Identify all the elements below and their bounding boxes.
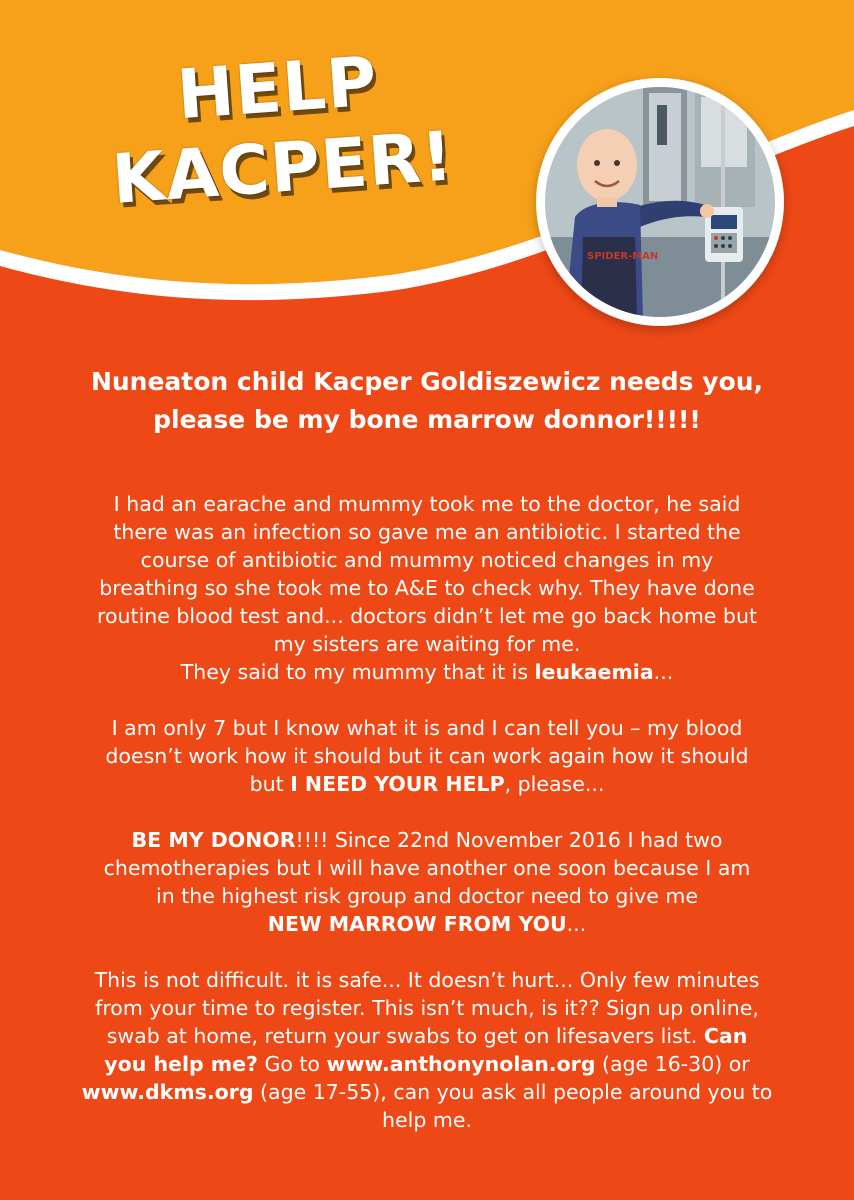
text-line: ... [566,912,587,936]
emphasis-be-my-donor: BE MY DONOR [131,828,296,852]
emphasis-new-marrow: NEW MARROW FROM YOU [267,912,567,936]
text-line: swab at home, return your swabs to get on lifesavers list. [106,1024,704,1048]
link-dkms[interactable]: www.dkms.org [81,1080,254,1104]
title-line-kacper: KACPER! [109,117,457,220]
text-line: (age 16-30) or [595,1052,750,1076]
text-line: Go to [257,1052,327,1076]
text-line: I had an earache and mummy took me to the doctor, he said [113,492,741,516]
text-line: course of antibiotic and mummy noticed changes in my [140,548,714,572]
text-line: doesn’t work how it should but it can work again how it should [105,744,749,768]
subheadline-line-1: Nuneaton child Kacper Goldiszewicz needs you, [90,367,764,396]
text-line: I am only 7 but I know what it is and I can tell you – my blood [111,716,743,740]
text-line: !!!! Since 22nd November 2016 I had two [295,828,723,852]
title-line-help: HELP [174,42,381,136]
text-line: ... [653,660,674,684]
subheadline [20,363,834,439]
text-line: there was an infection so gave me an antibiotic. I started the [113,520,741,544]
photo-frame [536,78,784,326]
paragraph-need-help [30,714,824,798]
text-line: but [249,772,291,796]
link-anthonynolan[interactable]: www.anthonynolan.org [326,1052,596,1076]
text-line: They said to my mummy that it is [180,660,535,684]
text-line: routine blood test and... doctors didn’t let me go back home but [97,604,757,628]
story-text [30,490,824,1134]
emphasis-leukaemia: leukaemia [534,660,654,684]
paragraph-diagnosis [30,490,824,686]
emphasis-you-help-me: you help me? [104,1052,258,1076]
text-line: from your time to register. This isn’t much, is it?? Sign up online, [95,996,759,1020]
text-line: in the highest risk group and doctor need to give me [156,884,698,908]
text-line: my sisters are waiting for me. [273,632,581,656]
subheadline-line-2: please be my bone marrow donnor!!!!! [153,405,701,434]
text-line: help me. [382,1108,472,1132]
paragraph-how-to-register [30,966,824,1134]
shirt-print: SPIDER-MAN [587,251,659,262]
paragraph-be-my-donor [30,826,824,938]
text-line: (age 17-55), can you ask all people around you to [253,1080,773,1104]
text-line: This is not difficult. it is safe... It doesn’t hurt... Only few minutes [94,968,760,992]
text-line: , please... [504,772,605,796]
page-title [95,37,465,222]
text-line: chemotherapies but I will have another one soon because I am [103,856,751,880]
text-line: breathing so she took me to A&E to check why. They have done [99,576,755,600]
child-photo [545,87,775,317]
emphasis-need-help: I NEED YOUR HELP [290,772,505,796]
emphasis-can: Can [703,1024,748,1048]
